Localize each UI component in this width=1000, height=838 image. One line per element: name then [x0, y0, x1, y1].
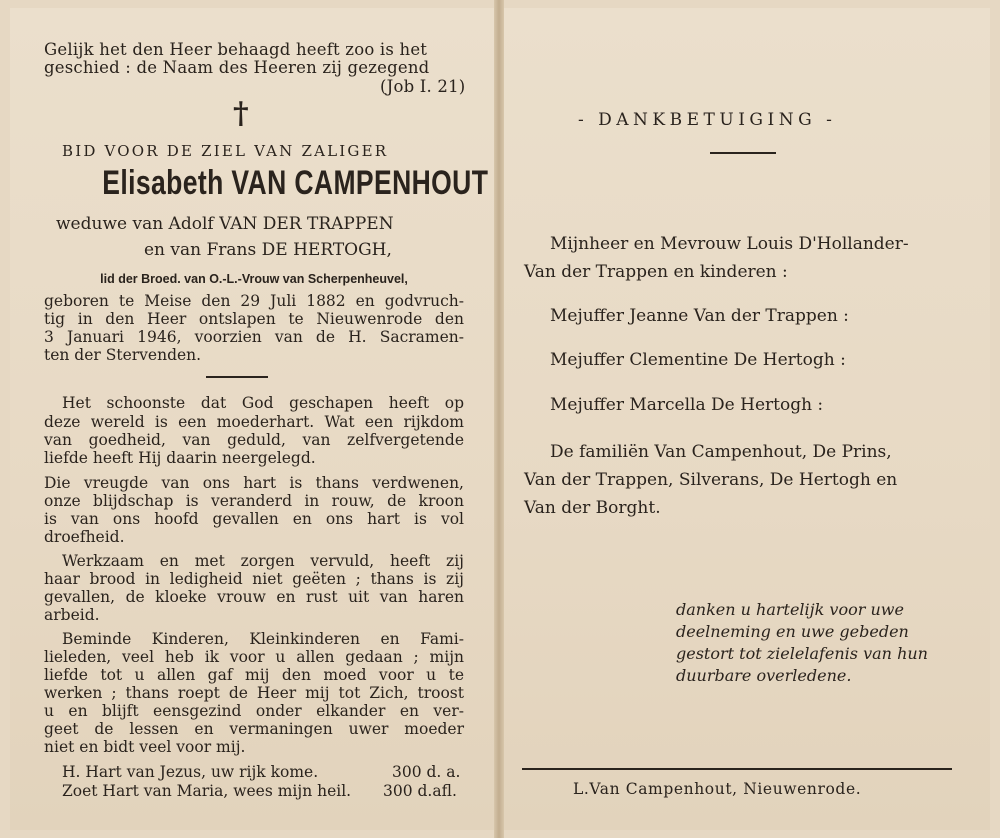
- family-line-7: Van der Trappen, Silverans, De Hertogh en: [524, 470, 898, 490]
- deceased-name: Elisabeth VAN CAMPENHOUT: [102, 164, 489, 202]
- family-line-6: De familiën Van Campenhout, De Prins,: [550, 442, 892, 462]
- cross-icon: †: [233, 96, 249, 131]
- card-fold: [494, 0, 504, 838]
- bio-line-1: geboren te Meise den 29 Juli 1882 en godvruch-: [44, 292, 464, 310]
- paragraph-2-line-4: droefheid.: [44, 528, 125, 546]
- bio-line-3: 3 Januari 1946, voorzien van de H. Sacramen-: [44, 328, 464, 346]
- paragraph-3-line-1: Werkzaam en met zorgen vervuld, heeft zij: [62, 552, 464, 570]
- paragraph-1-line-2: deze wereld is een moederhart. Wat een rijkdom: [44, 413, 464, 431]
- paragraph-4-line-3: liefde tot u allen gaf mij den moed voor u te: [44, 666, 464, 684]
- signature-rule: [522, 768, 952, 770]
- family-line-4: Mejuffer Clementine De Hertogh :: [550, 350, 846, 370]
- paragraph-4-line-1: Beminde Kinderen, Kleinkinderen en Fami-: [62, 630, 464, 648]
- divider-rule-left: [206, 376, 268, 378]
- paragraph-3-line-2: haar brood in ledigheid niet geëten ; thans is zij: [44, 570, 464, 588]
- paragraph-4-line-5: u en blijft eensgezind onder elkander en ver-: [44, 702, 464, 720]
- brotherhood-membership: lid der Broed. van O.-L.-Vrouw van Scherpenheuvel,: [100, 272, 408, 286]
- paragraph-2-line-1: Die vreugde van ons hart is thans verdwenen,: [44, 474, 464, 492]
- thanks-line-3: gestort tot zielelafenis van hun: [676, 644, 928, 663]
- bio-line-2: tig in den Heer ontslapen te Nieuwenrode den: [44, 310, 464, 328]
- paragraph-4-line-7: niet en bidt veel voor mij.: [44, 738, 246, 756]
- paragraph-4-line-4: werken ; thans roept de Heer mij tot Zich, troost: [44, 684, 464, 702]
- printer-signature: L.Van Campenhout, Nieuwenrode.: [573, 780, 862, 798]
- bio-line-4: ten der Stervenden.: [44, 346, 202, 364]
- family-line-2: Van der Trappen en kinderen :: [524, 262, 788, 282]
- paragraph-2-line-2: onze blijdschap is veranderd in rouw, de kroon: [44, 492, 464, 510]
- bible-verse-line-2: geschied : de Naam des Heeren zij gezegend: [44, 58, 430, 77]
- family-line-8: Van der Borght.: [524, 498, 661, 518]
- prayer-request-heading: BID VOOR DE ZIEL VAN ZALIGER: [62, 142, 389, 160]
- paragraph-1-line-4: liefde heeft Hij daarin neergelegd.: [44, 449, 316, 467]
- prayer-1-indulgence: 300 d. a.: [392, 763, 461, 781]
- paragraph-1-line-3: van goedheid, van geduld, van zelfvergetende: [44, 431, 464, 449]
- bible-verse-line-1: Gelijk het den Heer behaagd heeft zoo is het: [44, 40, 428, 59]
- thanks-line-1: danken u hartelijk voor uwe: [676, 600, 904, 619]
- prayer-2-text: Zoet Hart van Maria, wees mijn heil.: [62, 782, 352, 800]
- bible-verse-reference: (Job I. 21): [380, 77, 466, 96]
- right-panel: [504, 8, 990, 830]
- family-line-1: Mijnheer en Mevrouw Louis D'Hollander-: [550, 234, 909, 254]
- thanks-line-2: deelneming en uwe gebeden: [676, 622, 909, 641]
- divider-rule-right: [710, 152, 776, 154]
- prayer-1-text: H. Hart van Jezus, uw rijk kome.: [62, 763, 319, 781]
- thanks-title: - DANKBETUIGING -: [578, 110, 837, 130]
- widow-of-line: weduwe van Adolf VAN DER TRAPPEN: [56, 214, 394, 234]
- and-of-line: en van Frans DE HERTOGH,: [144, 240, 392, 260]
- family-line-5: Mejuffer Marcella De Hertogh :: [550, 395, 824, 415]
- paragraph-4-line-6: geet de lessen en vermaningen uwer moeder: [44, 720, 464, 738]
- paragraph-1-line-1: Het schoonste dat God geschapen heeft op: [62, 394, 464, 412]
- paragraph-3-line-3: gevallen, de kloeke vrouw en rust uit van haren: [44, 588, 464, 606]
- thanks-line-4: duurbare overledene.: [676, 666, 852, 685]
- paragraph-4-line-2: lieleden, veel heb ik voor u allen gedaan ; mijn: [44, 648, 464, 666]
- family-line-3: Mejuffer Jeanne Van der Trappen :: [550, 306, 849, 326]
- paragraph-3-line-4: arbeid.: [44, 606, 100, 624]
- prayer-2-indulgence: 300 d.afl.: [383, 782, 457, 800]
- paragraph-2-line-3: is van ons hoofd gevallen en ons hart is vol: [44, 510, 464, 528]
